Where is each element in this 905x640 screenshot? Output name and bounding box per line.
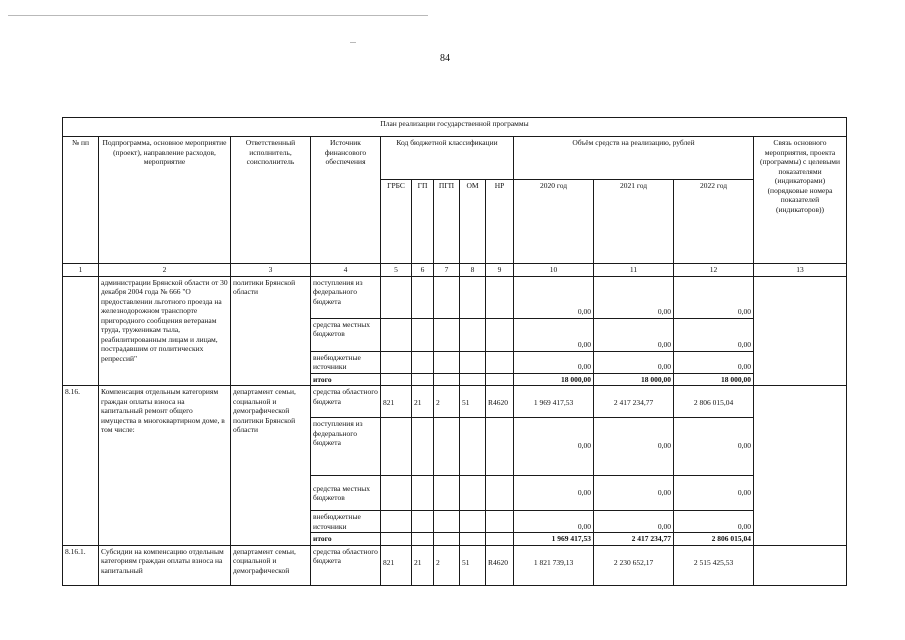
- source-cell: итого: [311, 533, 381, 546]
- executor-text: департамент семьи, социальной и демографической: [231, 545, 311, 585]
- pgp-cell: 2: [434, 545, 460, 585]
- value-2022: 0,00: [674, 476, 754, 511]
- header-gp: ГП: [412, 180, 434, 264]
- header-grbs: ГРБС: [381, 180, 412, 264]
- value-2021: 2 417 234,77: [594, 386, 674, 418]
- col-number: 13: [754, 264, 847, 277]
- value-2022: 2 806 015,04: [674, 386, 754, 418]
- source-cell: внебюджетные источники: [311, 351, 381, 373]
- header-subprogram: Подпрограмма, основное мероприятие (проект), направление расходов, мероприятие: [99, 137, 231, 264]
- source-cell: внебюджетные источники: [311, 511, 381, 533]
- table-title: План реализации государственной программы: [63, 118, 847, 137]
- pgp-cell: 2: [434, 386, 460, 418]
- source-cell: поступления из федерального бюджета: [311, 276, 381, 318]
- col-number: 9: [486, 264, 514, 277]
- row-num: [63, 276, 99, 386]
- header-om: ОМ: [460, 180, 486, 264]
- value-2020: 0,00: [514, 476, 594, 511]
- value-2020: 0,00: [514, 351, 594, 373]
- value-2020: 0,00: [514, 418, 594, 476]
- value-2021: 18 000,00: [594, 373, 674, 386]
- col-number: 7: [434, 264, 460, 277]
- header-funding: Объём средств на реализацию, рублей: [514, 137, 754, 180]
- value-2020: 18 000,00: [514, 373, 594, 386]
- value-2020: 0,00: [514, 318, 594, 351]
- header-year-2021: 2021 год: [594, 180, 674, 264]
- table-row: [63, 545, 847, 585]
- om-cell: 51: [460, 545, 486, 585]
- program-plan-table: [62, 117, 847, 586]
- value-2022: 0,00: [674, 418, 754, 476]
- executor-text: политики Брянской области: [231, 276, 311, 386]
- gp-cell: 21: [412, 386, 434, 418]
- value-2022: 18 000,00: [674, 373, 754, 386]
- col-number: 3: [231, 264, 311, 277]
- value-2021: 0,00: [594, 476, 674, 511]
- gp-cell: 21: [412, 545, 434, 585]
- value-2020: 1 969 417,53: [514, 533, 594, 546]
- col-number: 5: [381, 264, 412, 277]
- column-number-row: [63, 264, 847, 277]
- source-cell: средства местных бюджетов: [311, 476, 381, 511]
- source-cell: средства областного бюджета: [311, 386, 381, 418]
- header-pgp: ПГП: [434, 180, 460, 264]
- col-number: 10: [514, 264, 594, 277]
- np-cell: R4620: [486, 545, 514, 585]
- col-number: 4: [311, 264, 381, 277]
- table-row: [63, 386, 847, 418]
- table-row: [63, 276, 847, 318]
- header-year-2022: 2022 год: [674, 180, 754, 264]
- header-source: Источник финансового обеспечения: [311, 137, 381, 264]
- value-2020: 0,00: [514, 511, 594, 533]
- header-budget-code: Код бюджетной классификации: [381, 137, 514, 180]
- col-number: 11: [594, 264, 674, 277]
- grbs-cell: 821: [381, 545, 412, 585]
- value-2021: 0,00: [594, 418, 674, 476]
- om-cell: 51: [460, 386, 486, 418]
- row-num: 8.16.1.: [63, 545, 99, 585]
- subprogram-text: Субсидии на компенсацию отдельным категориям граждан оплаты взноса на капитальный: [99, 545, 231, 585]
- subprogram-text: администрации Брянской области от 30 декабря 2004 года № 666 "О предоставлении льготного проезда на железнодорожном транспорте пригородного сообщения ветеранам труда, труженикам тыла, реабилитированным лицам и лицам, пострадавшим от политических репрессий": [99, 276, 231, 386]
- subprogram-text: Компенсация отдельным категориям граждан оплаты взноса на капитальный ремонт общего имущества в многоквартирном доме, в том числе:: [99, 386, 231, 546]
- np-cell: R4620: [486, 386, 514, 418]
- value-2021: 2 230 652,17: [594, 545, 674, 585]
- value-2021: 0,00: [594, 276, 674, 318]
- header-executor: Ответственный исполнитель, соисполнитель: [231, 137, 311, 264]
- source-cell: средства областного бюджета: [311, 545, 381, 585]
- executor-text: департамент семьи, социальной и демографической политики Брянской области: [231, 386, 311, 546]
- header-year-2020: 2020 год: [514, 180, 594, 264]
- source-cell: поступления из федерального бюджета: [311, 418, 381, 476]
- value-2020: 0,00: [514, 276, 594, 318]
- col-number: 8: [460, 264, 486, 277]
- scan-artifact-line: [350, 42, 356, 43]
- col-number: 2: [99, 264, 231, 277]
- grbs-cell: 821: [381, 386, 412, 418]
- col-number: 1: [63, 264, 99, 277]
- source-cell: итого: [311, 373, 381, 386]
- value-2022: 0,00: [674, 351, 754, 373]
- header-num: № пп: [63, 137, 99, 264]
- value-2021: 2 417 234,77: [594, 533, 674, 546]
- value-2022: 0,00: [674, 276, 754, 318]
- value-2022: 2 515 425,53: [674, 545, 754, 585]
- value-2021: 0,00: [594, 318, 674, 351]
- value-2022: 0,00: [674, 511, 754, 533]
- value-2021: 0,00: [594, 351, 674, 373]
- row-num: 8.16.: [63, 386, 99, 546]
- header-link: Связь основного мероприятия, проекта (программы) с целевыми показателями (индикаторами) (порядковые номера показателей (индикаторов)): [754, 137, 847, 264]
- value-2022: 0,00: [674, 318, 754, 351]
- header-np: НР: [486, 180, 514, 264]
- col-number: 12: [674, 264, 754, 277]
- value-2022: 2 806 015,04: [674, 533, 754, 546]
- value-2021: 0,00: [594, 511, 674, 533]
- value-2020: 1 969 417,53: [514, 386, 594, 418]
- page-number: 84: [440, 53, 450, 64]
- col-number: 6: [412, 264, 434, 277]
- source-cell: средства местных бюджетов: [311, 318, 381, 351]
- value-2020: 1 821 739,13: [514, 545, 594, 585]
- scan-artifact-line: [8, 15, 428, 16]
